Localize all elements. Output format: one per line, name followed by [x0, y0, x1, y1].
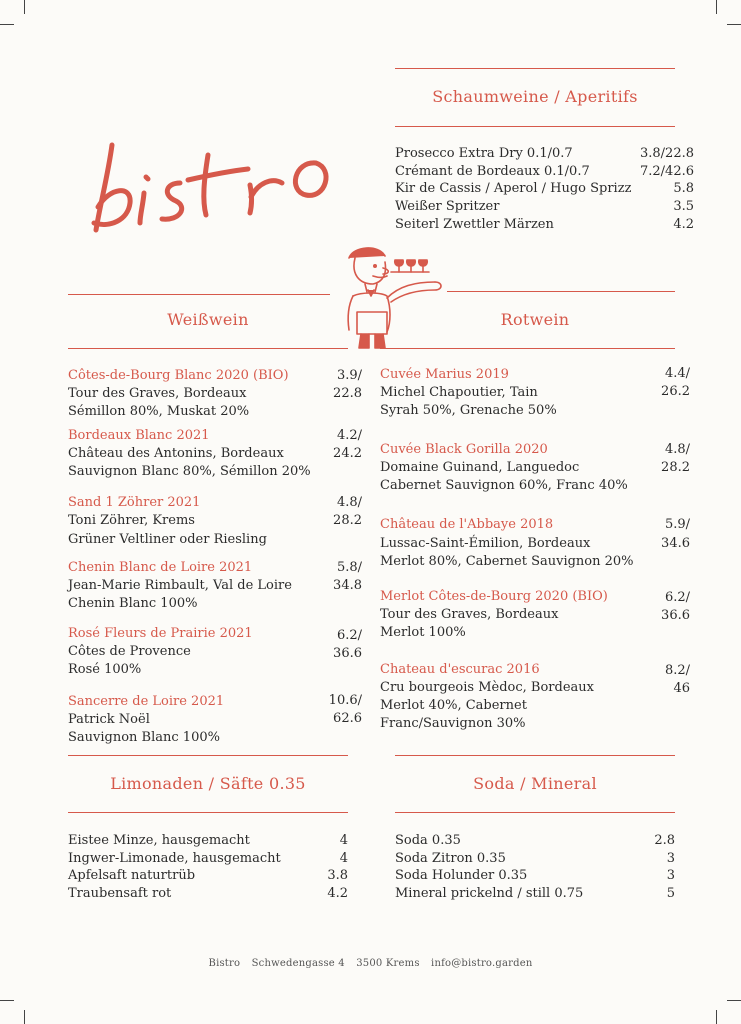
limonaden-title: Limonaden / Säfte 0.35 — [110, 774, 306, 793]
crop-mark — [727, 1000, 741, 1001]
divider — [380, 348, 675, 349]
drink-price: 4.2 — [327, 886, 348, 901]
drink-name: Ingwer-Limonade, hausgemacht — [68, 851, 281, 866]
aperitif-price: 7.2/42.6 — [640, 164, 694, 179]
footer — [0, 958, 741, 969]
waiter-illustration — [335, 238, 447, 353]
wine-producer: Patrick Noël — [68, 712, 150, 727]
wine-grapes: Grüner Veltliner oder Riesling — [68, 532, 267, 547]
wine-grapes: Cabernet Sauvignon 60%, Franc 40% — [380, 478, 628, 493]
wine-price-glass: 4.8/ — [664, 442, 690, 457]
wine-name: Rosé Fleurs de Prairie 2021 — [68, 626, 253, 641]
divider — [395, 68, 675, 69]
drink-price: 4 — [339, 833, 348, 848]
footer-email: info@bistro.garden — [431, 958, 533, 969]
drink-name: Soda 0.35 — [395, 833, 461, 848]
crop-mark — [716, 0, 717, 14]
wine-producer: Côtes de Provence — [68, 644, 191, 659]
crop-mark — [0, 24, 14, 25]
wine-grapes: Sauvignon Blanc 80%, Sémillon 20% — [68, 464, 311, 479]
wine-price-bottle: 28.2 — [661, 460, 690, 475]
wine-grapes: Merlot 40%, Cabernet — [380, 698, 527, 713]
wine-producer: Lussac-Saint-Émilion, Bordeaux — [380, 536, 591, 551]
drink-price: 3 — [666, 868, 675, 883]
aperitif-price: 5.8 — [673, 181, 694, 196]
crop-mark — [727, 24, 741, 25]
rotwein-title: Rotwein — [500, 310, 570, 329]
wine-name: Chenin Blanc de Loire 2021 — [68, 560, 253, 575]
footer-city: 3500 Krems — [356, 958, 420, 969]
wine-producer: Cru bourgeois Mèdoc, Bordeaux — [380, 680, 594, 695]
drink-price: 5 — [666, 886, 675, 901]
wine-grapes: Rosé 100% — [68, 662, 142, 677]
wine-price-glass: 5.9/ — [664, 517, 690, 532]
bistro-logo — [80, 125, 345, 240]
footer-name: Bistro — [208, 958, 241, 969]
crop-mark — [0, 1000, 14, 1001]
wine-price-bottle: 36.6 — [333, 646, 362, 661]
wine-name: Cuvée Black Gorilla 2020 — [380, 442, 548, 457]
wine-price-bottle: 34.6 — [661, 536, 690, 551]
wine-name: Côtes-de-Bourg Blanc 2020 (BIO) — [68, 368, 289, 383]
wine-producer: Jean-Marie Rimbault, Val de Loire — [68, 578, 292, 593]
drink-price: 3.8 — [327, 868, 348, 883]
wine-price-bottle: 34.8 — [333, 578, 362, 593]
divider — [447, 291, 675, 292]
drink-name: Soda Zitron 0.35 — [395, 851, 506, 866]
wine-price-glass: 10.6/ — [328, 693, 362, 708]
wine-name: Sancerre de Loire 2021 — [68, 694, 225, 709]
aperitif-price: 4.2 — [673, 217, 694, 232]
wine-name: Cuvée Marius 2019 — [380, 367, 509, 382]
aperitif-name: Prosecco Extra Dry 0.1/0.7 — [395, 146, 573, 161]
wine-price-bottle: 46 — [673, 681, 690, 696]
drink-price: 3 — [666, 851, 675, 866]
wine-price-glass: 4.8/ — [336, 495, 362, 510]
wine-price-glass: 5.8/ — [336, 560, 362, 575]
wine-grapes: Franc/Sauvignon 30% — [380, 716, 526, 731]
wine-price-glass: 3.9/ — [336, 368, 362, 383]
divider — [68, 755, 348, 756]
wine-producer: Michel Chapoutier, Tain — [380, 385, 538, 400]
crop-mark — [716, 1010, 717, 1024]
crop-mark — [24, 1010, 25, 1024]
wine-price-bottle: 24.2 — [333, 446, 362, 461]
drink-name: Traubensaft rot — [68, 886, 172, 901]
wine-name: Château de l'Abbaye 2018 — [380, 517, 554, 532]
drink-name: Eistee Minze, hausgemacht — [68, 833, 250, 848]
aperitif-name: Seiterl Zwettler Märzen — [395, 217, 554, 232]
drink-name: Mineral prickelnd / still 0.75 — [395, 886, 584, 901]
wine-grapes: Sémillon 80%, Muskat 20% — [68, 404, 250, 419]
aperitif-price: 3.5 — [673, 199, 694, 214]
wine-price-bottle: 26.2 — [661, 384, 690, 399]
soda-title: Soda / Mineral — [473, 774, 597, 793]
wine-grapes: Chenin Blanc 100% — [68, 596, 198, 611]
divider — [68, 294, 330, 295]
footer-street: Schwedengasse 4 — [251, 958, 345, 969]
aperitifs-title: Schaumweine / Aperitifs — [432, 87, 638, 106]
aperitif-name: Weißer Spritzer — [395, 199, 500, 214]
wine-grapes: Merlot 80%, Cabernet Sauvignon 20% — [380, 554, 634, 569]
aperitif-name: Crémant de Bordeaux 0.1/0.7 — [395, 164, 590, 179]
weisswein-title: Weißwein — [167, 310, 249, 329]
drink-name: Soda Holunder 0.35 — [395, 868, 528, 883]
divider — [395, 812, 675, 813]
wine-name: Bordeaux Blanc 2021 — [68, 428, 210, 443]
wine-price-bottle: 28.2 — [333, 513, 362, 528]
wine-producer: Toni Zöhrer, Krems — [68, 513, 195, 528]
wine-price-glass: 4.2/ — [336, 428, 362, 443]
divider — [395, 126, 675, 127]
wine-price-glass: 8.2/ — [664, 663, 690, 678]
divider — [68, 348, 348, 349]
wine-name: Merlot Côtes-de-Bourg 2020 (BIO) — [380, 589, 608, 604]
aperitif-name: Kir de Cassis / Aperol / Hugo Sprizz — [395, 181, 632, 196]
divider — [395, 755, 675, 756]
crop-mark — [24, 0, 25, 14]
wine-producer: Tour des Graves, Bordeaux — [380, 607, 559, 622]
wine-producer: Domaine Guinand, Languedoc — [380, 460, 580, 475]
wine-price-glass: 6.2/ — [336, 628, 362, 643]
wine-producer: Tour des Graves, Bordeaux — [68, 386, 247, 401]
drink-name: Apfelsaft naturtrüb — [68, 868, 196, 883]
wine-price-glass: 4.4/ — [664, 366, 690, 381]
wine-grapes: Merlot 100% — [380, 625, 466, 640]
wine-price-bottle: 22.8 — [333, 386, 362, 401]
wine-grapes: Syrah 50%, Grenache 50% — [380, 403, 557, 418]
wine-grapes: Sauvignon Blanc 100% — [68, 730, 220, 745]
drink-price: 2.8 — [654, 833, 675, 848]
wine-price-bottle: 36.6 — [661, 608, 690, 623]
wine-name: Sand 1 Zöhrer 2021 — [68, 495, 201, 510]
wine-producer: Château des Antonins, Bordeaux — [68, 446, 284, 461]
drink-price: 4 — [339, 851, 348, 866]
wine-name: Chateau d'escurac 2016 — [380, 662, 540, 677]
wine-price-bottle: 62.6 — [333, 711, 362, 726]
wine-price-glass: 6.2/ — [664, 590, 690, 605]
divider — [68, 812, 348, 813]
aperitif-price: 3.8/22.8 — [640, 146, 694, 161]
